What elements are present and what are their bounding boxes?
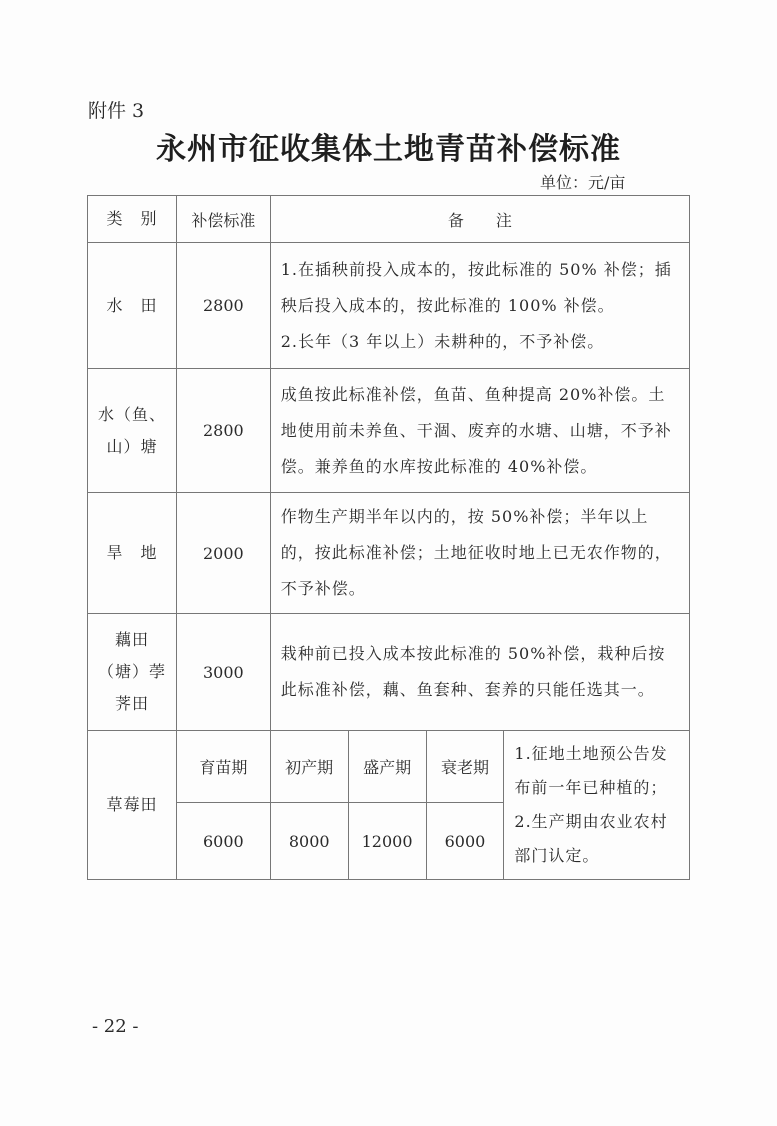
table-row	[88, 243, 690, 369]
row-note: 作物生产期半年以内的，按 50%补偿；半年以上的，按此标准补偿；土地征收时地上已无农作物的，不予补偿。	[270, 493, 689, 614]
row-note	[270, 243, 689, 369]
strawberry-category: 草莓田	[88, 731, 177, 880]
row-note: 成鱼按此标准补偿，鱼苗、鱼种提高 20%补偿。土地使用前未养鱼、干涸、废弃的水塘、山塘，不予补偿。兼养鱼的水库按此标准的 40%补偿。	[270, 369, 689, 493]
row-standard: 2800	[176, 369, 270, 493]
row-category: 水（鱼、山）塘	[88, 369, 177, 493]
period-value: 8000	[270, 803, 348, 880]
strawberry-note	[504, 731, 690, 880]
note-line: 1.征地土地预公告发布前一年已种植的；	[514, 744, 668, 797]
note-line: 2.生产期由农业农村部门认定。	[514, 812, 668, 865]
row-standard: 2000	[176, 493, 270, 614]
period-label: 盛产期	[348, 731, 426, 803]
note-line: 2.长年（3 年以上）未耕种的，不予补偿。	[280, 331, 605, 351]
row-note: 栽种前已投入成本按此标准的 50%补偿，栽种后按此标准补偿，藕、鱼套种、套养的只能任选其一。	[270, 614, 689, 731]
row-category: 旱 地	[88, 493, 177, 614]
table-header-row	[88, 196, 690, 243]
period-value: 6000	[176, 803, 270, 880]
attachment-label: 附件 3	[88, 100, 145, 122]
table-row	[88, 369, 690, 493]
page-title: 永州市征收集体土地青苗补偿标准	[156, 132, 621, 167]
row-standard: 3000	[176, 614, 270, 731]
row-standard: 2800	[176, 243, 270, 369]
note-line: 1.在插秧前投入成本的，按此标准的 50% 补偿；插秧后投入成本的，按此标准的 100% 补偿。	[280, 259, 672, 315]
row-category: 水 田	[88, 243, 177, 369]
table-row	[88, 614, 690, 731]
table-row	[88, 493, 690, 614]
page-number: - 22 -	[92, 1016, 139, 1037]
compensation-table	[87, 195, 690, 880]
period-label: 初产期	[270, 731, 348, 803]
unit-label: 单位：元/亩	[540, 173, 626, 192]
header-note: 备 注	[270, 196, 689, 243]
strawberry-period-row	[88, 731, 690, 803]
period-value: 6000	[426, 803, 504, 880]
period-label: 衰老期	[426, 731, 504, 803]
row-category: 藕田（塘）荸荠田	[88, 614, 177, 731]
period-label: 育苗期	[176, 731, 270, 803]
header-category: 类 别	[88, 196, 177, 243]
period-value: 12000	[348, 803, 426, 880]
header-standard: 补偿标准	[176, 196, 270, 243]
